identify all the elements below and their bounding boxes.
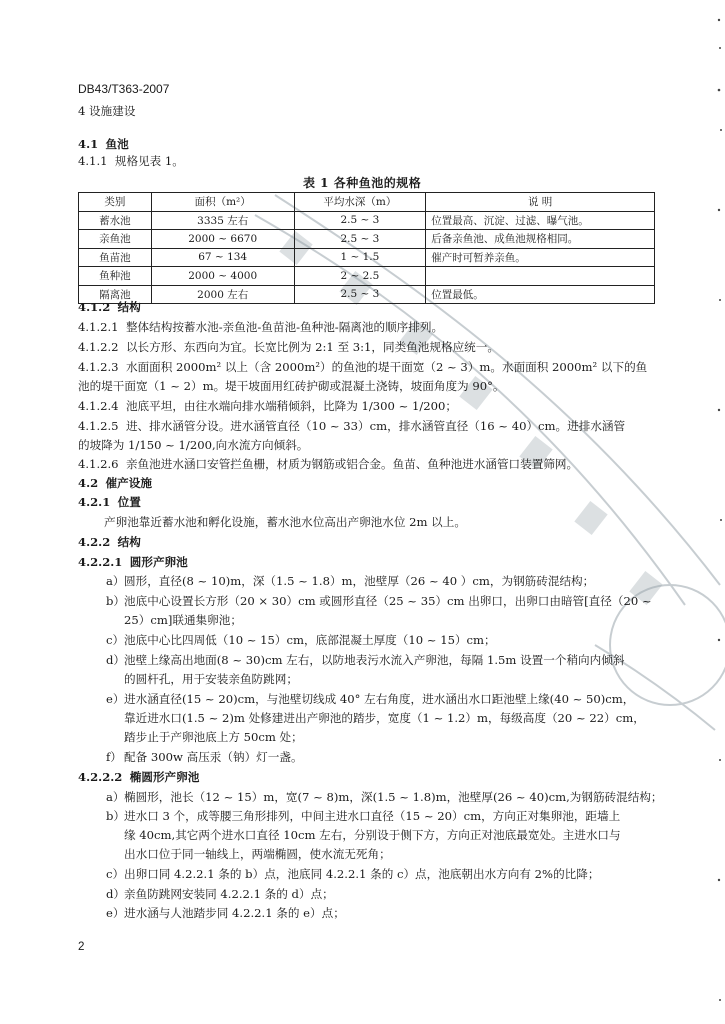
table-row [79, 267, 655, 286]
table-cell: 2.5 ~ 3 [294, 285, 426, 304]
heading-4-2 [78, 476, 152, 491]
table-cell [426, 267, 655, 286]
table-row [79, 248, 655, 267]
table-cell: 1 ~ 1.5 [294, 248, 426, 267]
clause-text: 池底平坦，由往水端向排水端稍倾斜，比降为 1/300 ~ 1/200； [125, 399, 458, 413]
list-item-line: 圆形，直径(8 ~ 10)m，深（1.5 ~ 1.8）m，池壁厚（26 ~ 40 ）cm，为钢筋砖混结构； [124, 574, 595, 588]
list-item-mark: e） [106, 906, 125, 920]
heading-num: 4.2.2.2 [78, 770, 123, 784]
heading-title: 椭圆形产卵池 [129, 770, 200, 784]
list-item-mark: d） [106, 653, 126, 667]
list-item-mark: b） [106, 809, 126, 823]
table-header-row [79, 193, 655, 212]
clause-num: 4.1.2.4 [78, 399, 119, 413]
heading-title: 催产设施 [105, 476, 152, 490]
table-cell: 2.5 ~ 3 [294, 230, 426, 249]
clause-4-2-1-text: 产卵池靠近蓄水池和孵化设施，蓄水池水位高出产卵池水位 2m 以上。 [104, 515, 466, 529]
list-item-line: 25）cm]联通集卵池； [124, 613, 242, 627]
clause-num: 4.1.2.1 [78, 320, 119, 334]
table-header: 类别 [79, 193, 152, 212]
clause-4-1-2-1 [78, 320, 443, 335]
heading-num: 4.2.2 [78, 535, 111, 549]
table-header: 面积（m²） [151, 193, 294, 212]
binding-edge-marks [711, 0, 725, 1024]
heading-4-1-2 [78, 300, 141, 315]
table-cell: 位置最高、沉淀、过滤、曝气池。 [426, 211, 655, 230]
list-item-mark: a） [106, 574, 125, 588]
list-item-line: 的圆杆孔，用于安装亲鱼防跳网； [124, 672, 298, 686]
list-item-line: 配备 300w 高压汞（钠）灯一盏。 [124, 750, 303, 764]
document-code: DB43/T363-2007 [78, 82, 170, 96]
table-cell: 2.5 ~ 3 [294, 211, 426, 230]
table-cell: 2000 ~ 4000 [151, 267, 294, 286]
table-cell: 亲鱼池 [79, 230, 152, 249]
table-cell: 隔离池 [79, 285, 152, 304]
clause-num: 4.1.1 [78, 154, 108, 168]
page-number: 2 [78, 940, 85, 953]
clause-text-line: 水面面积 2000m² 以上（含 2000m²）的鱼池的堤干面宽（2 ~ 3）m。水面面积 2000m² 以下的鱼 [125, 360, 648, 374]
clause-4-1-2-5-cont: 的坡降为 1/150 ~ 1/200,向水流方向倾斜。 [78, 438, 309, 452]
table-cell: 67 ~ 134 [151, 248, 294, 267]
heading-title: 位置 [117, 495, 141, 509]
list-item-line: 进水涵与人池踏步同 4.2.2.1 条的 e）点； [124, 906, 345, 920]
heading-4-2-2 [78, 535, 141, 550]
table-cell: 后备亲鱼池、成鱼池规格相同。 [426, 230, 655, 249]
heading-title: 结构 [117, 535, 141, 549]
clause-4-1-2-4 [78, 399, 457, 414]
table-cell: 2000 左右 [151, 285, 294, 304]
heading-num: 4.2.2.1 [78, 555, 123, 569]
list-item-line: 出卵口同 4.2.2.1 条的 b）点，池底同 4.2.2.1 条的 c）点，池底朝出水方向有 2%的比降； [124, 867, 600, 881]
clause-4-1-2-3 [78, 360, 647, 375]
list-item-line: 靠近进水口(1.5 ~ 2)m 处修建进出产卵池的踏步，宽度（1 ~ 1.2）m，每级高度（20 ~ 22）cm， [124, 711, 645, 725]
clause-4-1-2-6 [78, 457, 578, 472]
list-item-line: 池壁上缘高出地面(8 ~ 30)cm 左右，以防地表污水流入产卵池，每隔 1.5m 设置一个稍向内倾斜 [124, 653, 625, 667]
table-cell: 鱼苗池 [79, 248, 152, 267]
table-header: 平均水深（m） [294, 193, 426, 212]
clause-num: 4.1.2.3 [78, 360, 119, 374]
clause-num: 4.1.2.2 [78, 340, 119, 354]
list-item-line: 亲鱼防跳网安装同 4.2.2.1 条的 d）点； [124, 887, 334, 901]
table-caption: 表 1 各种鱼池的规格 [303, 176, 422, 190]
table-cell: 鱼种池 [79, 267, 152, 286]
clause-4-1-2-2 [78, 340, 499, 355]
clause-text: 规格见表 1。 [114, 154, 184, 168]
table-header: 说 明 [426, 193, 655, 212]
heading-num: 4.1.2 [78, 300, 111, 314]
clause-text: 整体结构按蓄水池-亲鱼池-鱼苗池-鱼种池-隔离池的顺序排列。 [125, 320, 444, 334]
heading-num: 4.1 [78, 137, 99, 151]
table-cell: 位置最低。 [426, 285, 655, 304]
list-item-line: 进水口 3 个，成等腰三角形排列，中间主进水口直径（15 ~ 20）cm，方向正对集卵池，距墙上 [124, 809, 621, 823]
list-item-mark: c） [106, 633, 125, 647]
table-cell: 2000 ~ 6670 [151, 230, 294, 249]
heading-4-2-1 [78, 495, 141, 510]
heading-title: 圆形产卵池 [129, 555, 188, 569]
table-cell: 2 ~ 2.5 [294, 267, 426, 286]
clause-4-1-2-5 [78, 419, 625, 434]
table-cell: 催产时可暂养亲鱼。 [426, 248, 655, 267]
list-item-mark: c） [106, 867, 125, 881]
list-item-mark: e） [106, 692, 125, 706]
section-title: 4 设施建设 [78, 104, 136, 118]
table-cell: 蓄水池 [79, 211, 152, 230]
pond-spec-table [78, 192, 655, 304]
list-item-mark: f） [106, 750, 122, 764]
heading-4-2-2-2 [78, 770, 199, 785]
clause-4-1-2-3-cont: 池的堤干面宽（1 ~ 2）m。堤干坡面用红砖护砌或混凝土浇铸，坡面角度为 90°。 [78, 379, 505, 393]
list-item-line: 缘 40cm,其它两个进水口直径 10cm 左右，分别设于侧下方，方向正对池底最宽处。主进水口与 [124, 828, 621, 842]
clause-text: 亲鱼池进水涵口安管拦鱼栅，材质为钢筋或铝合金。鱼苗、鱼种池进水涵管口装置筛网。 [125, 457, 579, 471]
table-row [79, 211, 655, 230]
clause-num: 4.1.2.5 [78, 419, 119, 433]
list-item-line: 椭圆形，池长（12 ~ 15）m，宽(7 ~ 8)m，深(1.5 ~ 1.8)m，池壁厚(26 ~ 40)cm,为钢筋砖混结构； [124, 790, 663, 804]
list-item-mark: a） [106, 790, 125, 804]
clause-4-1-1 [78, 154, 184, 169]
heading-4-2-2-1 [78, 555, 188, 570]
list-item-line: 出水口位于同一轴线上，两端椭圆，使水流无死角； [124, 847, 391, 861]
list-item-mark: b） [106, 594, 126, 608]
list-item-line: 踏步止于产卵池底上方 50cm 处； [124, 730, 303, 744]
clause-text-line: 进、排水涵管分设。进水涵管直径（10 ~ 33）cm，排水涵管直径（16 ~ 40）cm。进排水涵管 [125, 419, 626, 433]
table-cell: 3335 左右 [151, 211, 294, 230]
clause-text: 以长方形、东西向为宜。长宽比例为 2:1 至 3:1，同类鱼池规格应统一。 [125, 340, 499, 354]
heading-title: 鱼池 [105, 137, 129, 151]
table-row [79, 285, 655, 304]
heading-num: 4.2.1 [78, 495, 111, 509]
list-item-line: 池底中心比四周低（10 ~ 15）cm，底部混凝土厚度（10 ~ 15）cm； [124, 633, 496, 647]
heading-num: 4.2 [78, 476, 99, 490]
heading-4-1 [78, 137, 129, 152]
heading-title: 结构 [117, 300, 141, 314]
list-item-mark: d） [106, 887, 126, 901]
clause-num: 4.1.2.6 [78, 457, 119, 471]
list-item-line: 池底中心设置长方形（20 × 30）cm 或圆形直径（25 ~ 35）cm 出卵口，出卵口由暗管[直径（20 ~ [124, 594, 652, 608]
table-row [79, 230, 655, 249]
list-item-line: 进水涵直径(15 ~ 20)cm，与池壁切线成 40° 左右角度，进水涵出水口距池壁上缘(40 ~ 50)cm， [124, 692, 635, 706]
